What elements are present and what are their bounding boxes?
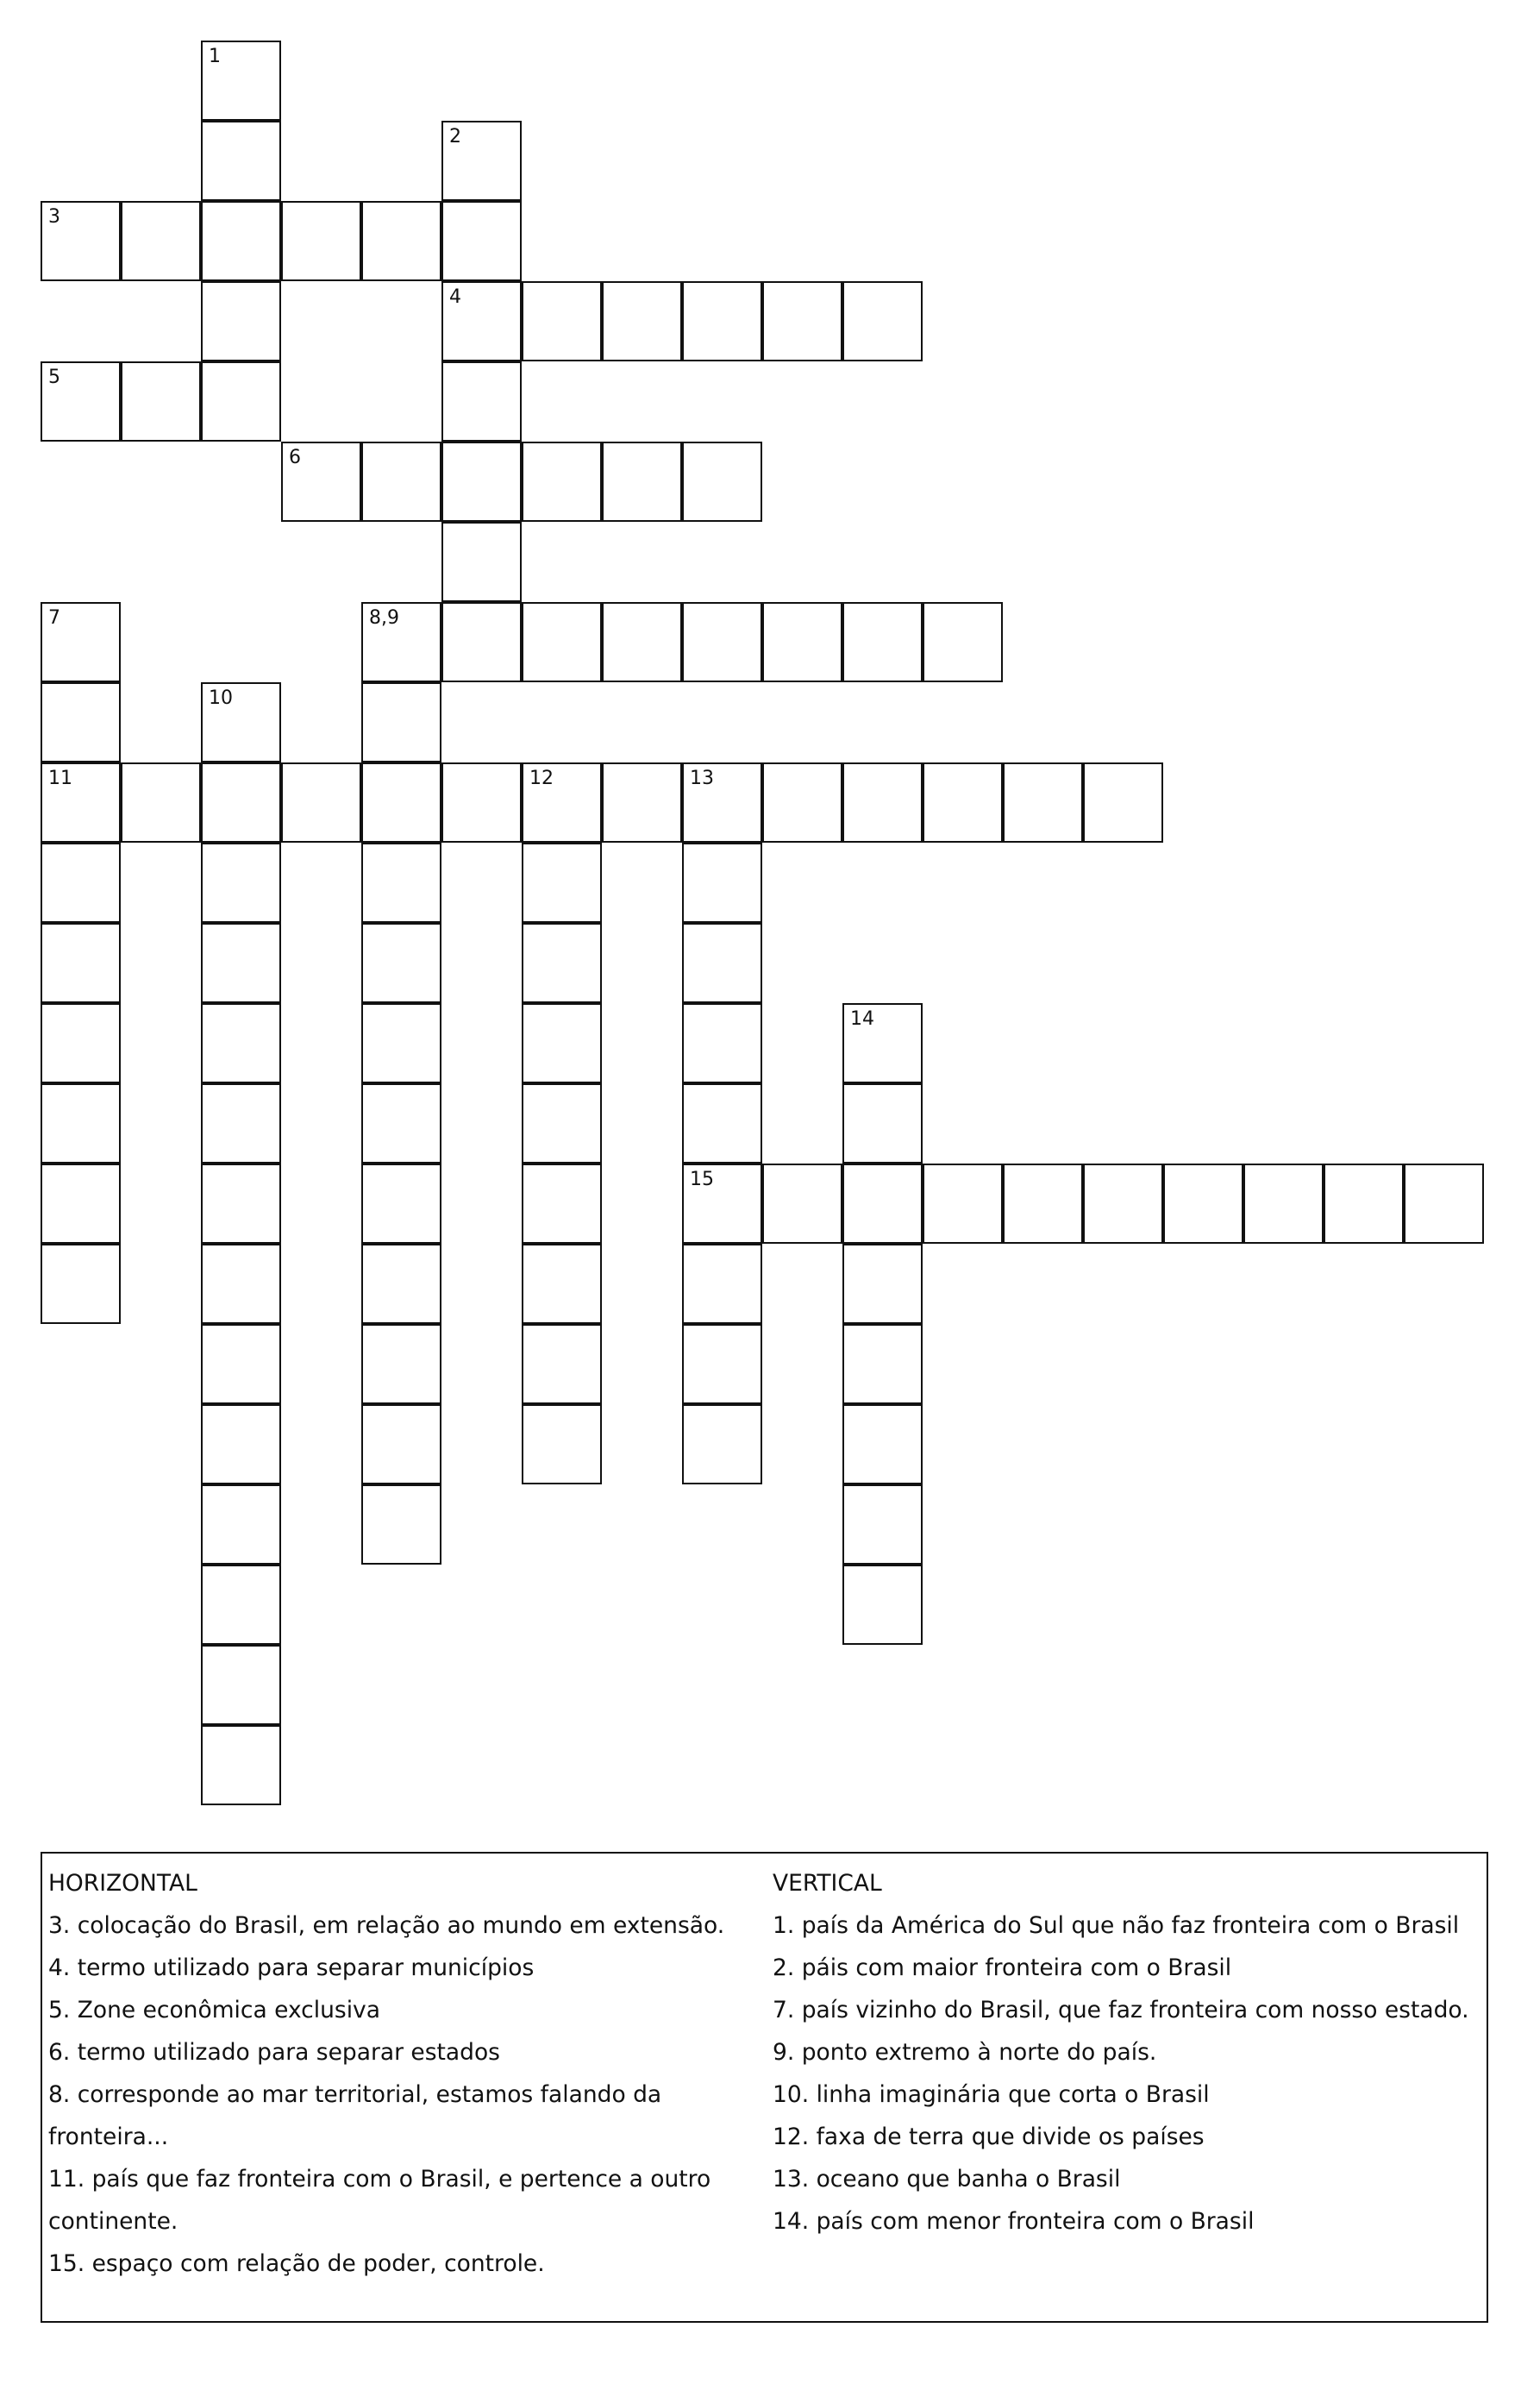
- crossword-cell[interactable]: [281, 762, 361, 843]
- crossword-cell[interactable]: [201, 1484, 281, 1565]
- vertical-clue-list: [773, 1904, 1480, 2243]
- crossword-cell[interactable]: [441, 602, 522, 682]
- clue-line: 12. faxa de terra que divide os países: [773, 2124, 1205, 2150]
- crossword-cell[interactable]: [1243, 1164, 1324, 1244]
- crossword-cell[interactable]: [682, 923, 762, 1003]
- crossword-cell[interactable]: [201, 1003, 281, 1083]
- crossword-cell[interactable]: [361, 1164, 441, 1244]
- crossword-cell[interactable]: [522, 1083, 602, 1164]
- crossword-cell[interactable]: [682, 602, 762, 682]
- clue-line: 9. ponto extremo à norte do país.: [773, 2039, 1157, 2066]
- crossword-cell[interactable]: [522, 1324, 602, 1404]
- crossword-cell[interactable]: [682, 843, 762, 923]
- crossword-cell[interactable]: [842, 1484, 923, 1565]
- crossword-cell[interactable]: [201, 843, 281, 923]
- crossword-cell[interactable]: [361, 201, 441, 281]
- crossword-cell[interactable]: [121, 361, 201, 442]
- clue-line: fronteira...: [48, 2124, 169, 2150]
- crossword-cell[interactable]: [522, 762, 602, 843]
- crossword-cell[interactable]: [121, 762, 201, 843]
- clue-line: 14. país com menor fronteira com o Brasil: [773, 2208, 1255, 2235]
- clue-number: 3: [48, 206, 60, 228]
- vertical-heading: VERTICAL: [773, 1870, 882, 1897]
- crossword-cell[interactable]: [762, 602, 842, 682]
- clue-line: 5. Zone econômica exclusiva: [48, 1997, 380, 2023]
- crossword-cell[interactable]: [41, 843, 121, 923]
- crossword-cell[interactable]: [923, 762, 1003, 843]
- crossword-cell[interactable]: [441, 522, 522, 602]
- crossword-cell[interactable]: [842, 1244, 923, 1324]
- crossword-cell[interactable]: [201, 1244, 281, 1324]
- clue-line: 15. espaço com relação de poder, controle.: [48, 2250, 545, 2277]
- crossword-cell[interactable]: [441, 121, 522, 201]
- crossword-cell[interactable]: [522, 923, 602, 1003]
- crossword-cell[interactable]: [361, 1324, 441, 1404]
- vertical-clues: [773, 1862, 1480, 2243]
- crossword-cell[interactable]: [41, 1003, 121, 1083]
- crossword-cell[interactable]: [41, 682, 121, 762]
- crossword-cell[interactable]: [842, 281, 923, 361]
- clue-line: 3. colocação do Brasil, em relação ao mundo em extensão.: [48, 1912, 725, 1939]
- clue-number: 13: [690, 768, 714, 789]
- crossword-cell[interactable]: [41, 1164, 121, 1244]
- crossword-cell[interactable]: [1163, 1164, 1243, 1244]
- crossword-cell[interactable]: [522, 1404, 602, 1484]
- crossword-cell[interactable]: [842, 602, 923, 682]
- clue-number: 5: [48, 367, 60, 388]
- crossword-cell[interactable]: [361, 1484, 441, 1565]
- horizontal-heading: HORIZONTAL: [48, 1870, 197, 1897]
- crossword-cell[interactable]: [522, 442, 602, 522]
- clue-line: 2. páis com maior fronteira com o Brasil: [773, 1954, 1232, 1981]
- crossword-cell[interactable]: [923, 602, 1003, 682]
- crossword-cell[interactable]: [682, 1083, 762, 1164]
- clue-line: 8. corresponde ao mar territorial, estamos falando da: [48, 2081, 662, 2108]
- crossword-cell[interactable]: [522, 602, 602, 682]
- crossword-cell[interactable]: [361, 923, 441, 1003]
- crossword-cell[interactable]: [923, 1164, 1003, 1244]
- clue-line: 6. termo utilizado para separar estados: [48, 2039, 500, 2066]
- crossword-cell[interactable]: [201, 361, 281, 442]
- horizontal-clues: [48, 1862, 773, 2285]
- crossword-cell[interactable]: [361, 442, 441, 522]
- clue-number: 6: [289, 447, 301, 468]
- crossword-cell[interactable]: [201, 762, 281, 843]
- crossword-cell[interactable]: [201, 1725, 281, 1805]
- crossword-cell[interactable]: [1324, 1164, 1404, 1244]
- clue-number: 1: [209, 46, 221, 67]
- crossword-cell[interactable]: [522, 281, 602, 361]
- crossword-cell[interactable]: [682, 281, 762, 361]
- crossword-cell[interactable]: [602, 602, 682, 682]
- crossword-cell[interactable]: [842, 1404, 923, 1484]
- crossword-cell[interactable]: [201, 41, 281, 121]
- crossword-cell[interactable]: [201, 1164, 281, 1244]
- crossword-cell[interactable]: [441, 281, 522, 361]
- crossword-cell[interactable]: [441, 762, 522, 843]
- crossword-cell[interactable]: [201, 1404, 281, 1484]
- crossword-cell[interactable]: [201, 121, 281, 201]
- crossword-cell[interactable]: [1003, 762, 1083, 843]
- crossword-cell[interactable]: [842, 1003, 923, 1083]
- crossword-cell[interactable]: [602, 762, 682, 843]
- crossword-cell[interactable]: [842, 762, 923, 843]
- crossword-cell[interactable]: [41, 361, 121, 442]
- clue-number: 14: [850, 1008, 874, 1030]
- clue-number: 10: [209, 687, 233, 709]
- crossword-cell[interactable]: [682, 442, 762, 522]
- clue-number: 15: [690, 1169, 714, 1190]
- crossword-cell[interactable]: [682, 1003, 762, 1083]
- crossword-cell[interactable]: [842, 1565, 923, 1645]
- crossword-cell[interactable]: [361, 1404, 441, 1484]
- crossword-cell[interactable]: [361, 762, 441, 843]
- crossword-cell[interactable]: [682, 1324, 762, 1404]
- crossword-cell[interactable]: [361, 682, 441, 762]
- crossword-cell[interactable]: [201, 201, 281, 281]
- crossword-cell[interactable]: [41, 762, 121, 843]
- crossword-cell[interactable]: [281, 442, 361, 522]
- crossword-cell[interactable]: [361, 843, 441, 923]
- crossword-cell[interactable]: [201, 1645, 281, 1725]
- crossword-cell[interactable]: [201, 923, 281, 1003]
- crossword-cell[interactable]: [1003, 1164, 1083, 1244]
- crossword-cell[interactable]: [441, 201, 522, 281]
- clue-number: 12: [529, 768, 554, 789]
- crossword-cell[interactable]: [762, 762, 842, 843]
- crossword-cell[interactable]: [682, 1164, 762, 1244]
- crossword-cell[interactable]: [602, 281, 682, 361]
- crossword-cell[interactable]: [201, 682, 281, 762]
- crossword-cell[interactable]: [41, 1244, 121, 1324]
- clue-line: 1. país da América do Sul que não faz fronteira com o Brasil: [773, 1912, 1460, 1939]
- crossword-cell[interactable]: [762, 1164, 842, 1244]
- crossword-cell[interactable]: [1083, 762, 1163, 843]
- clue-line: 13. oceano que banha o Brasil: [773, 2166, 1121, 2193]
- crossword-cell[interactable]: [522, 1003, 602, 1083]
- horizontal-clue-list: [48, 1904, 773, 2285]
- clue-line: 7. país vizinho do Brasil, que faz fronteira com nosso estado.: [773, 1997, 1469, 2023]
- crossword-cell[interactable]: [201, 1565, 281, 1645]
- clues-box: [41, 1852, 1488, 2323]
- crossword-cell[interactable]: [842, 1083, 923, 1164]
- clue-line: 4. termo utilizado para separar municípios: [48, 1954, 535, 1981]
- crossword-cell[interactable]: [41, 201, 121, 281]
- clue-line: continente.: [48, 2208, 178, 2235]
- clue-number: 8,9: [369, 607, 399, 629]
- crossword-cell[interactable]: [1083, 1164, 1163, 1244]
- crossword-cell[interactable]: [361, 602, 441, 682]
- crossword-cell[interactable]: [522, 843, 602, 923]
- crossword-cell[interactable]: [361, 1244, 441, 1324]
- crossword-cell[interactable]: [441, 442, 522, 522]
- clue-line: 10. linha imaginária que corta o Brasil: [773, 2081, 1210, 2108]
- crossword-cell[interactable]: [41, 923, 121, 1003]
- crossword-cell[interactable]: [522, 1164, 602, 1244]
- clue-number: 11: [48, 768, 72, 789]
- crossword-cell[interactable]: [1404, 1164, 1484, 1244]
- crossword-cell[interactable]: [201, 1324, 281, 1404]
- crossword-cell[interactable]: [361, 1003, 441, 1083]
- clue-number: 2: [449, 126, 461, 147]
- crossword-cell[interactable]: [361, 1083, 441, 1164]
- crossword-cell[interactable]: [201, 281, 281, 361]
- crossword-cell[interactable]: [762, 281, 842, 361]
- crossword-cell[interactable]: [682, 1244, 762, 1324]
- crossword-cell[interactable]: [842, 1164, 923, 1244]
- crossword-cell[interactable]: [522, 1244, 602, 1324]
- crossword-cell[interactable]: [121, 201, 201, 281]
- crossword-cell[interactable]: [682, 1404, 762, 1484]
- clue-number: 7: [48, 607, 60, 629]
- crossword-cell[interactable]: [41, 1083, 121, 1164]
- clue-line: 11. país que faz fronteira com o Brasil, e pertence a outro: [48, 2166, 711, 2193]
- crossword-cell[interactable]: [682, 762, 762, 843]
- clue-number: 4: [449, 286, 461, 308]
- crossword-cell[interactable]: [201, 1083, 281, 1164]
- crossword-cell[interactable]: [41, 602, 121, 682]
- crossword-cell[interactable]: [842, 1324, 923, 1404]
- crossword-cell[interactable]: [441, 361, 522, 442]
- crossword-cell[interactable]: [281, 201, 361, 281]
- crossword-cell[interactable]: [602, 442, 682, 522]
